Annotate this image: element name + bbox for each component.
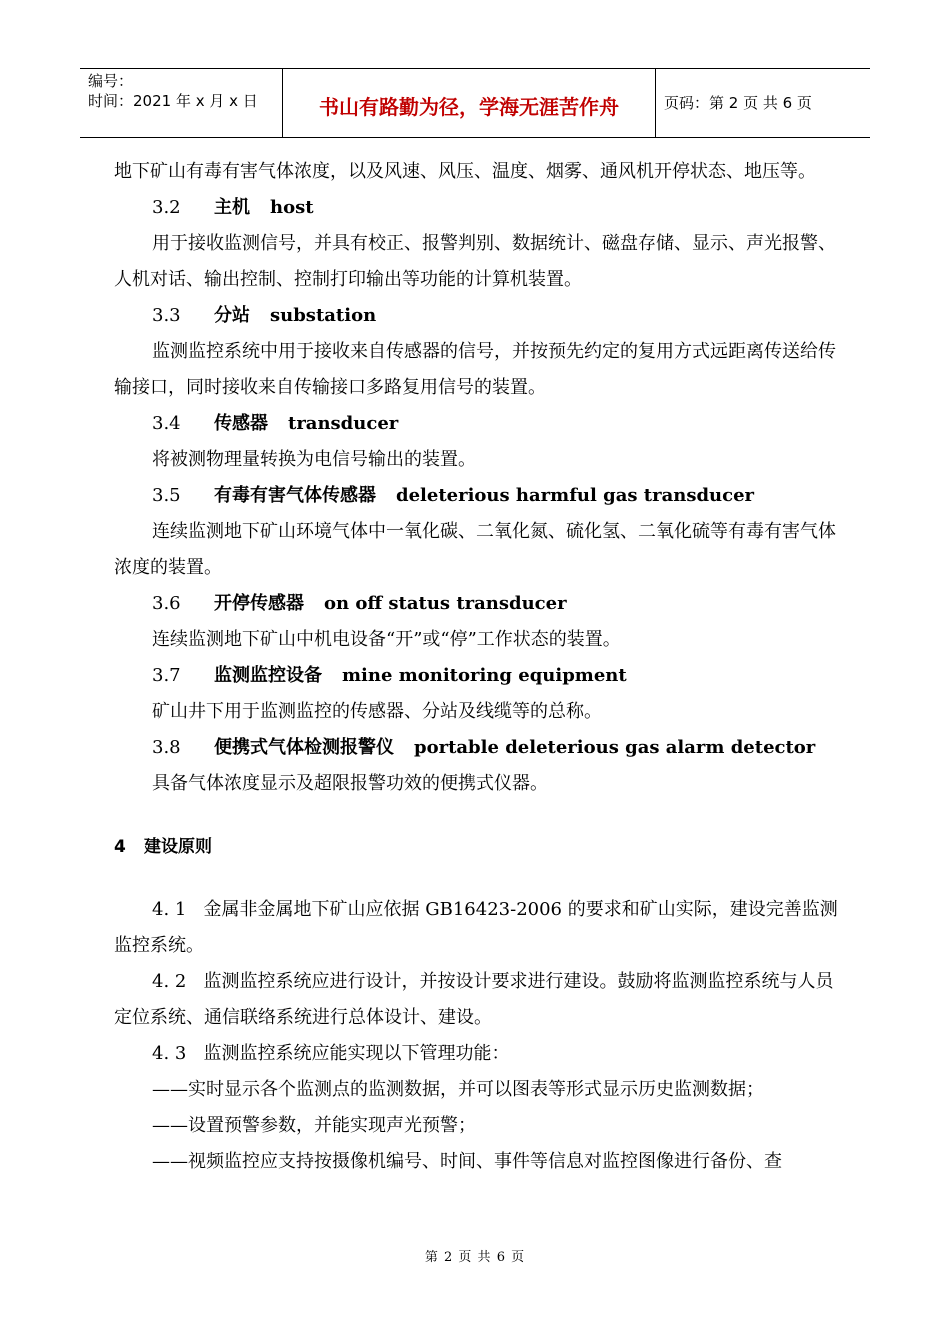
doc-time-label: 时间：2021 年 x 月 x 日 bbox=[88, 92, 258, 110]
definition-heading: 3.3 分站 substation bbox=[152, 305, 377, 326]
definition-text: 矿山井下用于监测监控的传感器、分站及线缆等的总称。 bbox=[152, 701, 602, 722]
definition-text: 连续监测地下矿山中机电设备“开”或“停”工作状态的装置。 bbox=[152, 629, 621, 650]
definition-heading: 3.2 主机 host bbox=[152, 197, 314, 218]
definition-text: 连续监测地下矿山环境气体中一氧化碳、二氧化氮、硫化氢、二氧化硫等有毒有害气体浓度的装置。 bbox=[114, 521, 836, 578]
definition-text: 具备气体浓度显示及超限报警功效的便携式仪器。 bbox=[152, 773, 548, 794]
definition-text: 用于接收监测信号，并具有校正、报警判别、数据统计、磁盘存储、显示、声光报警、人机对话、输出控制、控制打印输出等功能的计算机装置。 bbox=[114, 233, 836, 290]
doc-number-label: 编号： bbox=[88, 72, 134, 90]
definition-text: 监测监控系统中用于接收来自传感器的信号，并按预先约定的复用方式远距离传送给传输接口，同时接收来自传输接口多路复用信号的装置。 bbox=[114, 341, 836, 398]
definition-heading: 3.8 便携式气体检测报警仪 portable deleterious gas alarm detector bbox=[152, 737, 816, 758]
dash-item: ——设置预警参数，并能实现声光预警； bbox=[152, 1115, 476, 1136]
dash-item: ——实时显示各个监测点的监测数据，并可以图表等形式显示历史监测数据； bbox=[152, 1079, 764, 1100]
section-4-heading: 4 建设原则 bbox=[114, 837, 212, 857]
clause-4-2: 4. 2 监测监控系统应进行设计，并按设计要求进行建设。鼓励将监测监控系统与人员定位系统、通信联络系统进行总体设计、建设。 bbox=[114, 971, 834, 1028]
header-motto-cell bbox=[283, 69, 656, 137]
header-meta-cell bbox=[80, 69, 283, 137]
header-page-cell bbox=[656, 69, 870, 137]
clause-4-3: 4. 3 监测监控系统应能实现以下管理功能： bbox=[152, 1043, 510, 1064]
clause-4-1: 4. 1 金属非金属地下矿山应依据 GB16423-2006 的要求和矿山实际，建设完善监测监控系统。 bbox=[114, 899, 838, 956]
document-body bbox=[114, 154, 838, 1180]
definition-heading: 3.4 传感器 transducer bbox=[152, 413, 399, 434]
page-footer: 第 2 页 共 6 页 bbox=[424, 1250, 526, 1265]
header-page-info: 页码：第 2 页 共 6 页 bbox=[664, 94, 812, 112]
definition-heading: 3.7 监测监控设备 mine monitoring equipment bbox=[152, 665, 627, 686]
header-motto: 书山有路勤为径，学海无涯苦作舟 bbox=[319, 95, 619, 119]
definition-text: 将被测物理量转换为电信号输出的装置。 bbox=[152, 449, 476, 470]
page-header bbox=[80, 68, 870, 138]
dash-item: ——视频监控应支持按摄像机编号、时间、事件等信息对监控图像进行备份、查 bbox=[152, 1151, 782, 1172]
definition-heading: 3.5 有毒有害气体传感器 deleterious harmful gas transducer bbox=[152, 485, 755, 506]
definition-heading: 3.6 开停传感器 on off status transducer bbox=[152, 593, 567, 614]
intro-paragraph: 地下矿山有毒有害气体浓度，以及风速、风压、温度、烟雾、通风机开停状态、地压等。 bbox=[114, 161, 816, 182]
